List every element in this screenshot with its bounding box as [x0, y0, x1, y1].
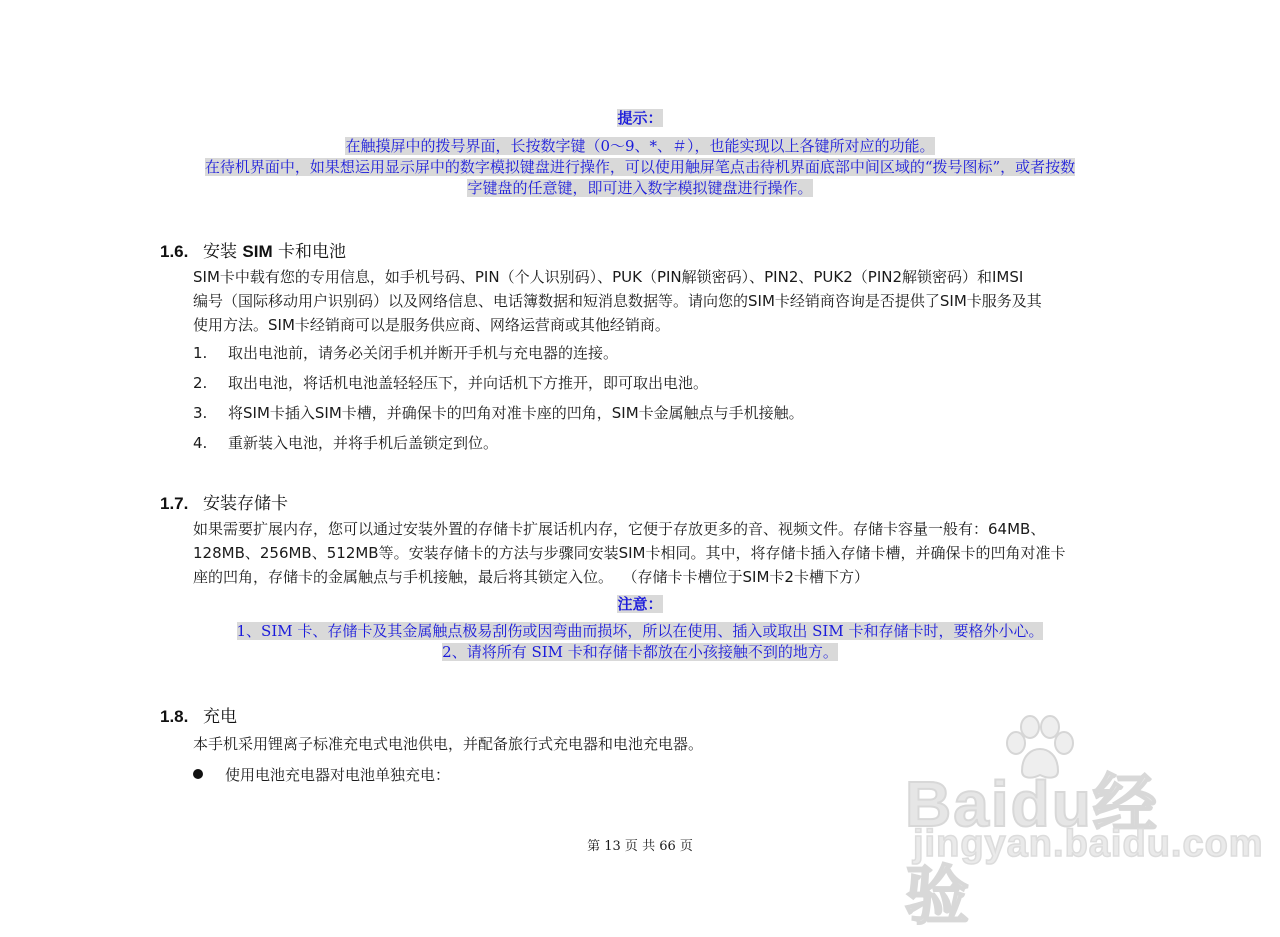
watermark-brand: Baidu经验: [905, 768, 1159, 932]
baidu-watermark-logo: [905, 715, 1264, 932]
section-heading-1-6: [160, 237, 346, 262]
section-heading-1-8: [160, 702, 237, 727]
list-item: 3. 将SIM卡插入SIM卡槽，并确保卡的凹角对准卡座的凹角，SIM卡金属触点与手机接触。: [193, 404, 804, 422]
section-heading-1-7: [160, 489, 288, 514]
list-item: 2. 取出电池，将话机电池盖轻轻压下，并向话机下方推开，即可取出电池。: [193, 374, 709, 392]
tip-title: 提示：: [617, 109, 663, 127]
bullet-dot-icon: [193, 769, 203, 779]
watermark-url: jingyan.baidu.com: [913, 823, 1264, 865]
tip-line-2: 在待机界面中，如果想运用显示屏中的数字模拟键盘进行操作，可以使用触屏笔点击待机界面底部中间区域的“拨号图标”，或者按数: [204, 158, 1076, 176]
list-item: 4. 重新装入电池，并将手机后盖锁定到位。: [193, 434, 499, 452]
section-number: 1.7.: [160, 494, 189, 513]
section-number: 1.6.: [160, 242, 189, 261]
bullet-item: 使用电池充电器对电池单独充电：: [193, 764, 450, 785]
list-item: 1. 取出电池前，请务必关闭手机并断开手机与充电器的连接。: [193, 344, 619, 362]
section-number: 1.8.: [160, 707, 189, 726]
section-title: 安装存储卡: [203, 494, 288, 514]
charging-paragraph: 本手机采用锂离子标准充电式电池供电，并配备旅行式充电器和电池充电器。: [193, 735, 704, 753]
memory-card-paragraph: 如果需要扩展内存，您可以通过安装外置的存储卡扩展话机内存，它便于存放更多的音、视频文件。存储卡容量一般有：64MB、 128MB、256MB、512MB等。安装存储卡的方法与步骤同安装SIM卡相同。其中，将存储卡插入存储卡槽，并确保卡的凹角对准卡 座的凹角，存储卡的金属触点与手机接触，最后将其锁定入位。 （存储卡卡槽位于SIM卡2卡槽下方）: [193, 520, 1066, 586]
page-footer: 第 13 页 共 66 页: [587, 839, 693, 854]
section-title: 安装 SIM 卡和电池: [203, 242, 347, 262]
caution-title: 注意：: [617, 595, 663, 613]
caution-line-1: 1、SIM 卡、存储卡及其金属触点极易刮伤或因弯曲而损坏，所以在使用、插入或取出 SIM 卡和存储卡时，要格外小心。: [236, 622, 1044, 640]
tip-line-3: 字键盘的任意键，即可进入数字模拟键盘进行操作。: [467, 179, 813, 197]
sim-paragraph: SIM卡中载有您的专用信息，如手机号码、PIN（个人识别码）、PUK（PIN解锁密码）、PIN2、PUK2（PIN2解锁密码）和IMSI 编号（国际移动用户识别码）以及网络信息、电话簿数据和短消息数据等。请向您的SIM卡经销商咨询是否提供了SIM卡服务及其 使用方法。SIM卡经销商可以是服务供应商、网络运营商或其他经销商。: [193, 268, 1042, 334]
tip-line-1: 在触摸屏中的拨号界面，长按数字键（0～9、*、＃），也能实现以上各键所对应的功能。: [345, 137, 935, 155]
caution-line-2: 2、请将所有 SIM 卡和存储卡都放在小孩接触不到的地方。: [442, 643, 838, 661]
section-title: 充电: [203, 707, 237, 727]
